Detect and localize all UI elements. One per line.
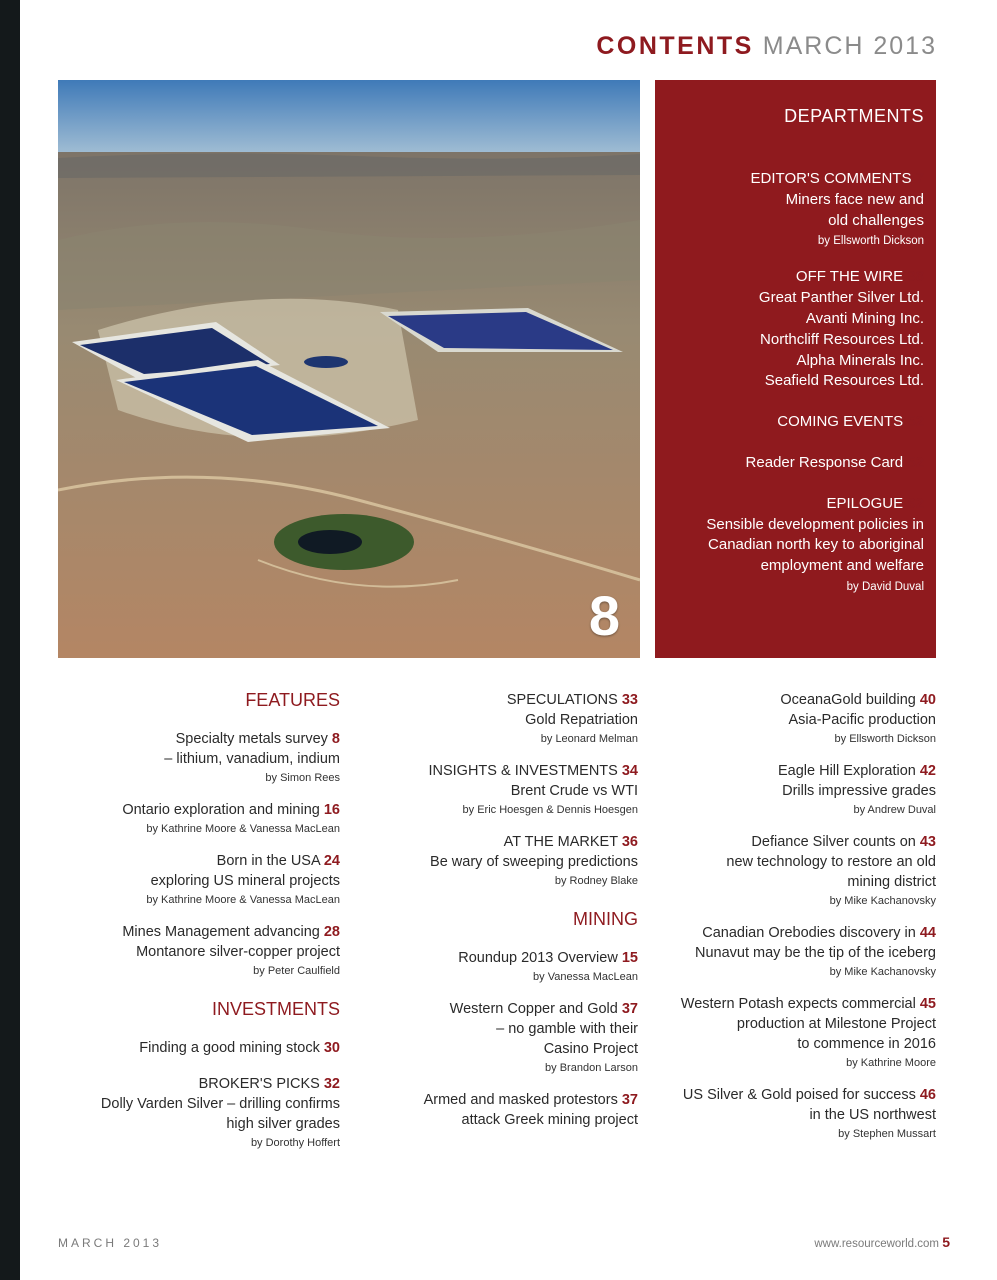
- mining-title: MINING: [573, 909, 638, 929]
- cover-photo: [58, 80, 640, 658]
- item-line: – lithium, vanadium, indium: [164, 751, 340, 767]
- item-line: attack Greek mining project: [461, 1112, 638, 1128]
- footer-issue: MARCH 2013: [58, 1236, 163, 1250]
- contents-title: CONTENTS: [596, 32, 754, 60]
- page-header: [596, 32, 937, 61]
- item-page: 16: [323, 802, 340, 818]
- item-page: 15: [621, 950, 638, 966]
- investment-item[interactable]: [40, 1038, 340, 1058]
- dept-heading: COMING EVENTS: [777, 413, 904, 431]
- dept-off-the-wire[interactable]: [665, 267, 924, 392]
- item-title: SPECULATIONS: [506, 692, 618, 708]
- item-line: – no gamble with their: [496, 1021, 638, 1037]
- dept-line: Miners face new and: [785, 190, 924, 208]
- dept-epilogue[interactable]: [665, 494, 924, 593]
- item-title: Armed and masked protestors: [423, 1092, 618, 1108]
- item-byline: by Peter Caulfield: [253, 965, 340, 977]
- column-middle: [338, 690, 638, 1146]
- footer-page-number: 5: [942, 1234, 950, 1250]
- item-line: exploring US mineral projects: [150, 873, 340, 889]
- item-line: Montanore silver-copper project: [136, 944, 340, 960]
- item-title: AT THE MARKET: [503, 834, 618, 850]
- dept-heading: EDITOR'S COMMENTS: [750, 170, 912, 187]
- column-item[interactable]: [636, 832, 936, 907]
- item-page: 42: [919, 763, 936, 779]
- item-page: 43: [919, 834, 936, 850]
- item-title: US Silver & Gold poised for success: [682, 1087, 916, 1103]
- item-title: Specialty metals survey: [175, 731, 328, 747]
- item-byline: by Mike Kachanovsky: [829, 966, 936, 978]
- departments-title: DEPARTMENTS: [784, 106, 924, 126]
- item-page: 33: [621, 692, 638, 708]
- column-item[interactable]: [636, 994, 936, 1069]
- dept-heading: EPILOGUE: [826, 494, 904, 512]
- dept-line: Canadian north key to aboriginal: [708, 536, 924, 554]
- item-byline: by Brandon Larson: [545, 1062, 638, 1074]
- item-page: 32: [323, 1076, 340, 1092]
- dept-page: 52: [907, 453, 924, 471]
- mining-item[interactable]: [338, 1090, 638, 1130]
- item-title: Mines Management advancing: [122, 924, 320, 940]
- page-spine: [0, 0, 20, 1280]
- item-line: in the US northwest: [809, 1107, 936, 1123]
- dept-line: Seafield Resources Ltd.: [764, 372, 924, 390]
- column-item[interactable]: [338, 690, 638, 745]
- item-title: Western Copper and Gold: [449, 1001, 618, 1017]
- item-line: Dolly Varden Silver – drilling confirms: [100, 1096, 340, 1112]
- item-title: OceanaGold building: [780, 692, 916, 708]
- issue-date: MARCH 2013: [762, 32, 937, 60]
- item-byline: by Vanessa MacLean: [533, 971, 638, 983]
- column-item[interactable]: [636, 923, 936, 978]
- item-byline: by Mike Kachanovsky: [829, 895, 936, 907]
- item-line: Be wary of sweeping predictions: [430, 854, 638, 870]
- item-title: Eagle Hill Exploration: [778, 763, 916, 779]
- item-page: 28: [323, 924, 340, 940]
- dept-byline: by David Duval: [846, 580, 924, 593]
- item-title: Canadian Orebodies discovery in: [702, 925, 916, 941]
- column-item[interactable]: [338, 832, 638, 887]
- item-byline: by Ellsworth Dickson: [834, 733, 936, 745]
- item-page: 36: [621, 834, 638, 850]
- dept-line: employment and welfare: [760, 557, 924, 575]
- footer-url[interactable]: www.resourceworld.com: [814, 1238, 939, 1250]
- item-title: BROKER'S PICKS: [198, 1076, 320, 1092]
- dept-line: Sensible development policies in: [706, 515, 924, 533]
- column-right: [636, 690, 936, 1156]
- item-line: Brent Crude vs WTI: [510, 783, 638, 799]
- item-page: 44: [919, 925, 936, 941]
- feature-item[interactable]: [40, 851, 340, 906]
- item-byline: by Dorothy Hoffert: [250, 1137, 340, 1149]
- item-line: Gold Repatriation: [525, 712, 638, 728]
- column-item[interactable]: [636, 1085, 936, 1140]
- departments-panel: [655, 80, 936, 658]
- item-byline: by Rodney Blake: [554, 875, 638, 887]
- dept-line: Northcliff Resources Ltd.: [760, 330, 924, 348]
- dept-line: Alpha Minerals Inc.: [796, 351, 924, 369]
- dept-heading: Reader Response Card: [745, 453, 904, 471]
- dept-line: old challenges: [828, 211, 924, 229]
- item-byline: by Simon Rees: [265, 772, 340, 784]
- feature-page-number: 8: [588, 584, 620, 647]
- mining-item[interactable]: [338, 948, 638, 983]
- item-title: Western Potash expects commercial: [680, 996, 916, 1012]
- item-line: mining district: [847, 874, 936, 890]
- mining-item[interactable]: [338, 999, 638, 1074]
- item-byline: by Eric Hoesgen & Dennis Hoesgen: [462, 804, 638, 816]
- features-title: FEATURES: [245, 690, 340, 710]
- item-title: Finding a good mining stock: [139, 1040, 320, 1056]
- dept-page: 38: [907, 268, 924, 286]
- item-byline: by Leonard Melman: [540, 733, 638, 745]
- item-page: 30: [323, 1040, 340, 1056]
- item-title: Born in the USA: [216, 853, 320, 869]
- item-page: 24: [323, 853, 340, 869]
- column-item[interactable]: [338, 761, 638, 816]
- dept-byline: by Ellsworth Dickson: [817, 235, 924, 248]
- item-line: production at Milestone Project: [736, 1016, 936, 1032]
- dept-heading: OFF THE WIRE: [795, 268, 904, 286]
- item-title: INSIGHTS & INVESTMENTS: [428, 763, 618, 779]
- investment-item[interactable]: [40, 1074, 340, 1149]
- item-line: Drills impressive grades: [782, 783, 936, 799]
- item-title: Roundup 2013 Overview: [458, 950, 618, 966]
- item-byline: by Kathrine Moore & Vanessa MacLean: [146, 823, 340, 835]
- dept-page: 52: [907, 413, 924, 431]
- item-line: high silver grades: [226, 1116, 340, 1132]
- item-page: 46: [919, 1087, 936, 1103]
- feature-item[interactable]: [40, 800, 340, 835]
- item-title: Defiance Silver counts on: [751, 834, 916, 850]
- item-page: 37: [621, 1001, 638, 1017]
- item-page: 45: [919, 996, 936, 1012]
- item-byline: by Stephen Mussart: [838, 1128, 936, 1140]
- item-page: 8: [331, 731, 340, 747]
- item-title: Ontario exploration and mining: [122, 802, 320, 818]
- aerial-mine-image: [58, 80, 640, 658]
- column-item[interactable]: [636, 690, 936, 745]
- item-line: Nunavut may be the tip of the iceberg: [694, 945, 936, 961]
- column-features: [40, 690, 340, 1165]
- dept-reader-response[interactable]: [665, 453, 924, 474]
- dept-editors-comments[interactable]: [665, 169, 924, 247]
- item-byline: by Kathrine Moore: [846, 1057, 936, 1069]
- item-page: 37: [621, 1092, 638, 1108]
- dept-line: Great Panther Silver Ltd.: [758, 289, 924, 307]
- item-line: to commence in 2016: [797, 1036, 936, 1052]
- item-page: 40: [919, 692, 936, 708]
- item-line: new technology to restore an old: [726, 854, 936, 870]
- dept-page: 7: [915, 170, 924, 187]
- item-byline: by Andrew Duval: [853, 804, 936, 816]
- item-page: 34: [621, 763, 638, 779]
- dept-coming-events[interactable]: [665, 412, 924, 433]
- dept-page: 62: [907, 494, 924, 512]
- investments-title: INVESTMENTS: [211, 999, 340, 1019]
- item-line: Casino Project: [543, 1041, 638, 1057]
- dept-line: Avanti Mining Inc.: [805, 309, 924, 327]
- feature-item[interactable]: [40, 922, 340, 977]
- footer-site: [814, 1234, 950, 1250]
- item-line: Asia-Pacific production: [788, 712, 936, 728]
- column-item[interactable]: [636, 761, 936, 816]
- item-byline: by Kathrine Moore & Vanessa MacLean: [146, 894, 340, 906]
- feature-item[interactable]: [40, 729, 340, 784]
